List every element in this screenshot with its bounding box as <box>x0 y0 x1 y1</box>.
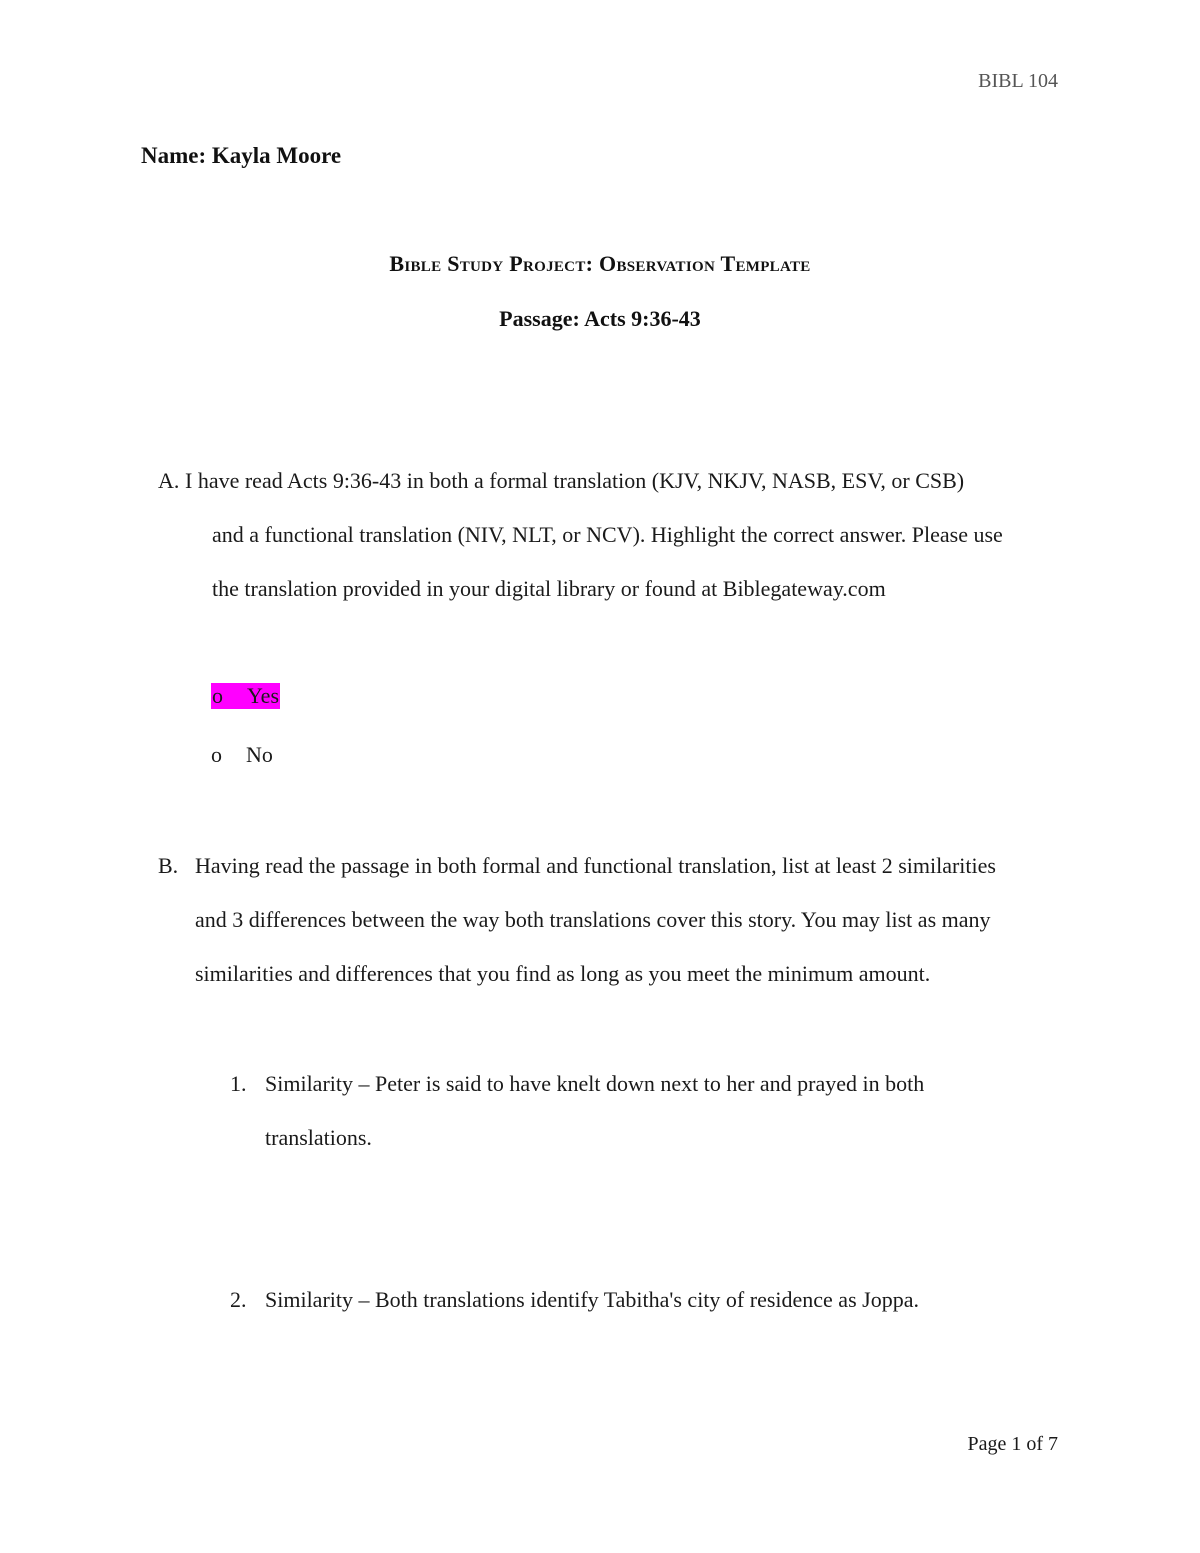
section-b-label: B. <box>158 853 179 878</box>
option-no[interactable] <box>211 742 273 768</box>
list-item-number: 1. <box>230 1071 247 1096</box>
section-a-text-line: the translation provided in your digital library or found at Biblegateway.com <box>212 576 886 601</box>
list-item-number: 2. <box>230 1287 247 1312</box>
section-a-text-line: I have read Acts 9:36-43 in both a formal translation (KJV, NKJV, NASB, ESV, or CSB) <box>185 468 965 493</box>
section-b-text-line: and 3 differences between the way both translations cover this story. You may list as many <box>195 907 991 932</box>
section-a-text-line: and a functional translation (NIV, NLT, or NCV). Highlight the correct answer. Please use <box>212 522 1003 547</box>
student-name: Name: Kayla Moore <box>141 143 342 168</box>
section-a-label: A. <box>158 468 180 493</box>
page-number-footer: Page 1 of 7 <box>967 1433 1058 1455</box>
option-yes-label: Yes <box>247 683 280 708</box>
section-b-text-line: Having read the passage in both formal and functional translation, list at least 2 similarities <box>195 853 996 878</box>
list-item-text-line: Similarity – Peter is said to have knelt down next to her and prayed in both <box>265 1071 925 1096</box>
course-code-header: BIBL 104 <box>978 70 1058 92</box>
bullet-circle-icon: o <box>212 683 223 708</box>
option-yes-highlighted[interactable] <box>211 683 280 709</box>
option-no-label: No <box>246 742 273 767</box>
list-item-text-line: Similarity – Both translations identify Tabitha's city of residence as Joppa. <box>265 1287 919 1312</box>
bullet-circle-icon: o <box>211 742 222 767</box>
passage-reference: Passage: Acts 9:36-43 <box>499 306 701 331</box>
section-b-text-line: similarities and differences that you find as long as you meet the minimum amount. <box>195 961 931 986</box>
document-title: Bible Study Project: Observation Template <box>389 251 811 276</box>
list-item-text-line: translations. <box>265 1125 372 1150</box>
